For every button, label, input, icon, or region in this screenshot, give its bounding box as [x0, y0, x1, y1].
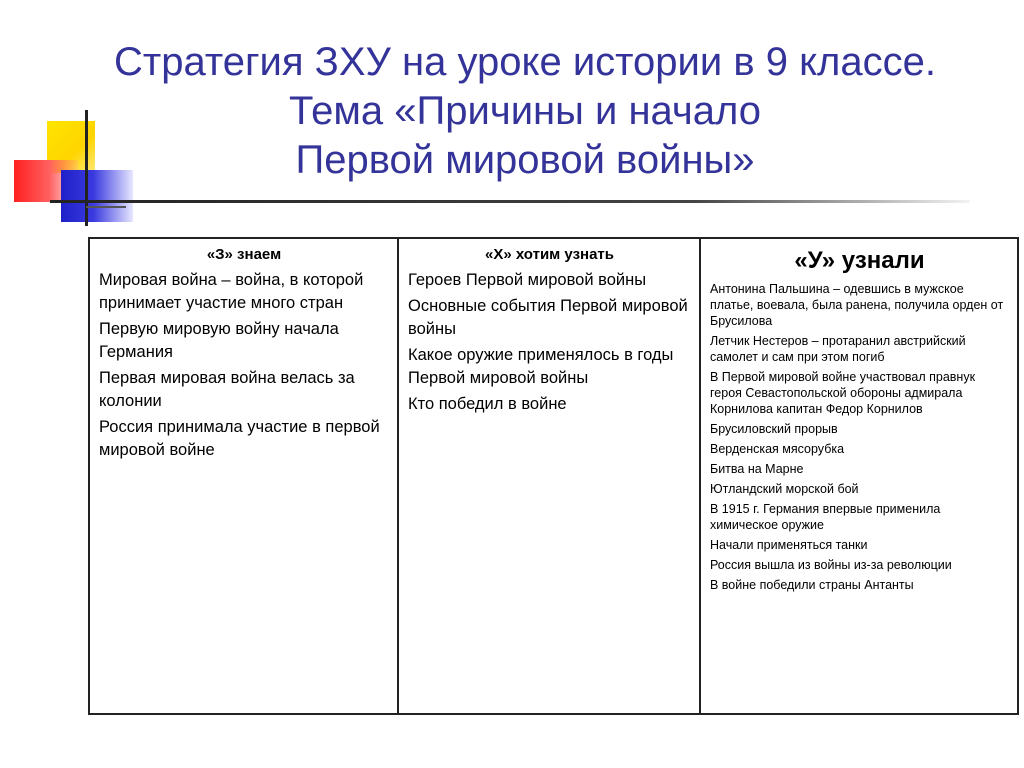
know-item: Россия принимала участие в первой мировой войне [99, 418, 380, 459]
learned-item: Брусиловский прорыв [710, 422, 838, 436]
want-item: Какое оружие применялось в годы Первой мировой войны [408, 346, 674, 387]
decor-short-line [86, 206, 126, 208]
decor-horizontal-line [50, 200, 970, 203]
column-want [398, 238, 700, 714]
want-item: Основные события Первой мировой войны [408, 297, 688, 338]
learned-item: В войне победили страны Антанты [710, 578, 914, 592]
decor-vertical-line [85, 110, 88, 226]
learned-item: В Первой мировой войне участвовал правнук героя Севастопольской обороны адмирала Корнилова капитан Федор Корнилов [710, 370, 976, 416]
zhu-table [88, 237, 1019, 715]
title-line-2: Тема «Причины и начало [288, 89, 762, 133]
decor-blue-square [61, 170, 133, 222]
column-learned-header: «У» узнали [794, 247, 925, 274]
title-line-1: Стратегия ЗХУ на уроке истории в 9 классе. [114, 40, 936, 84]
learned-item: Начали применяться танки [710, 538, 868, 552]
column-learned [700, 238, 1018, 714]
table-row [89, 238, 1018, 714]
know-item: Первую мировую войну начала Германия [99, 320, 339, 361]
know-item: Первая мировая война велась за колонии [99, 369, 355, 410]
column-want-header: «Х» хотим узнать [484, 246, 615, 263]
know-item: Мировая война – война, в которой принимает участие много стран [99, 271, 364, 312]
learned-item: Битва на Марне [710, 462, 804, 476]
column-know-header: «З» знаем [206, 246, 282, 263]
learned-item: В 1915 г. Германия впервые применила химическое оружие [710, 502, 941, 532]
learned-item: Верденская мясорубка [710, 442, 845, 456]
column-know [89, 238, 398, 714]
slide-title [40, 38, 1010, 185]
title-line-3: Первой мировой войны» [295, 138, 755, 182]
learned-item: Летчик Нестеров – протаранил австрийский самолет и сам при этом погиб [710, 334, 966, 364]
learned-item: Россия вышла из войны из-за революции [710, 558, 952, 572]
learned-item: Антонина Пальшина – одевшись в мужское платье, воевала, была ранена, получила орден от Брусилова [710, 282, 1004, 328]
learned-item: Ютландский морской бой [710, 482, 859, 496]
want-item: Героев Первой мировой войны [408, 271, 647, 289]
want-item: Кто победил в войне [408, 395, 567, 413]
